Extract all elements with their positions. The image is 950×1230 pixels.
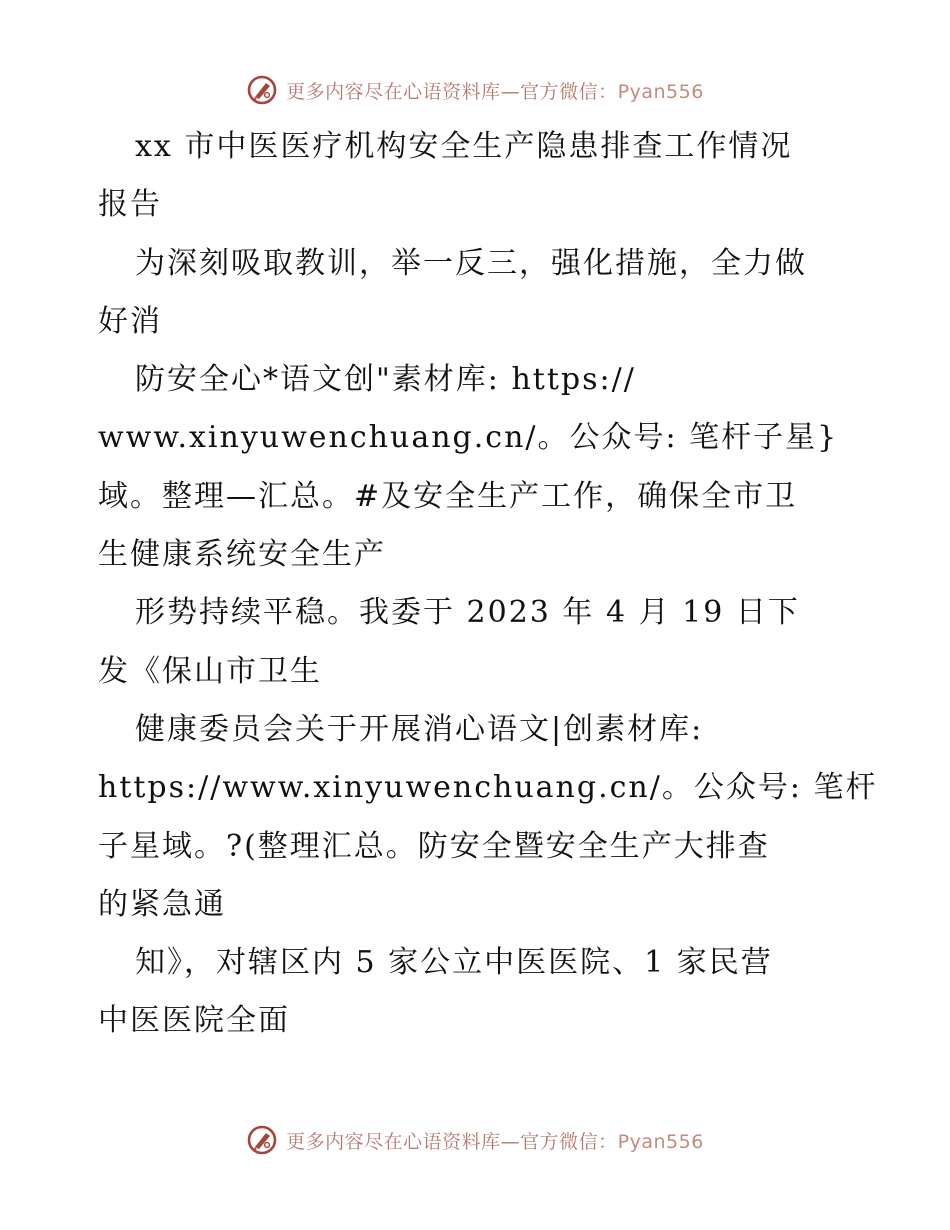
text-line: 子星域。?(整理汇总。防安全暨安全生产大排查 [98, 828, 770, 864]
text-line: 的紧急通 [98, 886, 226, 922]
text-line: 生健康系统安全生产 [98, 537, 386, 573]
text-line: 形势持续平稳。我委于 2023 年 4 月 19 日下 [135, 595, 800, 631]
banner-text: 更多内容尽在心语资料库—官方微信：Pyan556 [286, 80, 704, 103]
text-line: www.xinyuwenchuang.cn/。公众号: 笔杆子星} [98, 420, 839, 456]
pen-logo-icon [246, 1124, 278, 1156]
text-line: 域。整理—汇总。#及安全生产工作，确保全市卫 [98, 478, 798, 514]
text-line: xx 市中医医疗机构安全生产隐患排查工作情况 [135, 129, 793, 164]
document-body [98, 118, 878, 1051]
banner-text: 更多内容尽在心语资料库—官方微信：Pyan556 [286, 1130, 704, 1153]
text-line: 为深刻吸取教训，举一反三，强化措施，全力做 [135, 245, 807, 281]
text-line: 中医医院全面 [98, 1003, 290, 1039]
text-line: 健康委员会关于开展消心语文|创素材库: [135, 711, 704, 747]
wechat-id: Pyan556 [617, 1130, 704, 1153]
wechat-id: Pyan556 [617, 80, 704, 103]
footer-banner [0, 1120, 950, 1160]
text-line: 好消 [98, 303, 162, 339]
text-line: https://www.xinyuwenchuang.cn/。公众号: 笔杆 [98, 770, 878, 806]
text-line: 防安全心*语文创"素材库: https:// [135, 362, 636, 398]
header-banner [0, 70, 950, 110]
pen-logo-icon [246, 74, 278, 106]
text-line: 发《保山市卫生 [98, 653, 322, 689]
text-line: 报告 [98, 187, 162, 223]
text-line: 知》，对辖区内 5 家公立中医医院、1 家民营 [135, 945, 773, 981]
